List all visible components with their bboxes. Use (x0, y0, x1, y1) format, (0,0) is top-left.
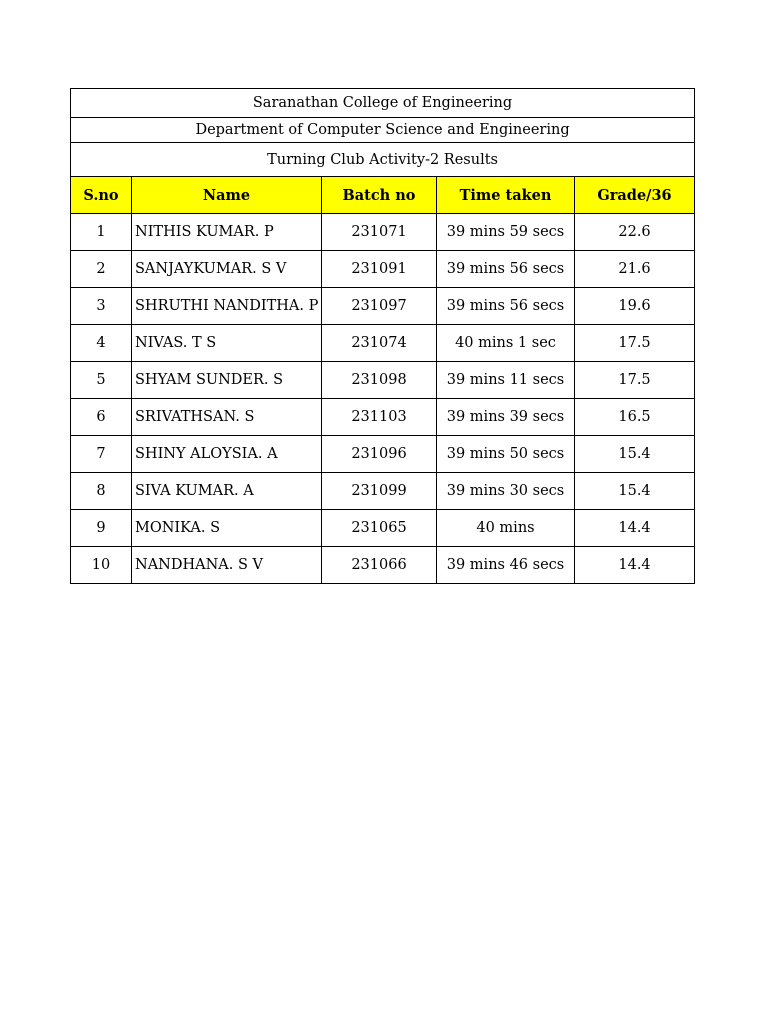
event-title: Turning Club Activity-2 Results (71, 143, 695, 177)
grade-cell: 17.5 (575, 362, 695, 399)
grade-cell: 15.4 (575, 473, 695, 510)
grade-cell: 19.6 (575, 288, 695, 325)
batch-cell: 231066 (322, 547, 437, 584)
grade-cell: 14.4 (575, 547, 695, 584)
batch-cell: 231074 (322, 325, 437, 362)
sno-cell: 9 (71, 510, 132, 547)
name-cell: NIVAS. T S (132, 325, 322, 362)
title-row-department (71, 118, 695, 143)
table-row (71, 288, 695, 325)
column-header-batch: Batch no (322, 177, 437, 214)
name-cell: SHRUTHI NANDITHA. P (132, 288, 322, 325)
name-cell: MONIKA. S (132, 510, 322, 547)
sno-cell: 1 (71, 214, 132, 251)
batch-cell: 231091 (322, 251, 437, 288)
table-row (71, 362, 695, 399)
table-row (71, 547, 695, 584)
batch-cell: 231099 (322, 473, 437, 510)
sno-cell: 6 (71, 399, 132, 436)
time-cell: 40 mins (437, 510, 575, 547)
column-header-row (71, 177, 695, 214)
sno-cell: 10 (71, 547, 132, 584)
results-rows (71, 214, 695, 584)
table-row (71, 510, 695, 547)
college-name: Saranathan College of Engineering (71, 89, 695, 118)
time-cell: 39 mins 11 secs (437, 362, 575, 399)
sno-cell: 4 (71, 325, 132, 362)
name-cell: SRIVATHSAN. S (132, 399, 322, 436)
sno-cell: 7 (71, 436, 132, 473)
name-cell: NITHIS KUMAR. P (132, 214, 322, 251)
time-cell: 40 mins 1 sec (437, 325, 575, 362)
time-cell: 39 mins 50 secs (437, 436, 575, 473)
time-cell: 39 mins 30 secs (437, 473, 575, 510)
name-cell: SANJAYKUMAR. S V (132, 251, 322, 288)
name-cell: NANDHANA. S V (132, 547, 322, 584)
name-cell: SIVA KUMAR. A (132, 473, 322, 510)
batch-cell: 231071 (322, 214, 437, 251)
name-cell: SHINY ALOYSIA. A (132, 436, 322, 473)
batch-cell: 231103 (322, 399, 437, 436)
batch-cell: 231097 (322, 288, 437, 325)
grade-cell: 21.6 (575, 251, 695, 288)
table-row (71, 214, 695, 251)
time-cell: 39 mins 59 secs (437, 214, 575, 251)
sno-cell: 8 (71, 473, 132, 510)
results-sheet (70, 88, 694, 584)
department-name: Department of Computer Science and Engineering (71, 118, 695, 143)
batch-cell: 231098 (322, 362, 437, 399)
time-cell: 39 mins 56 secs (437, 251, 575, 288)
table-row (71, 473, 695, 510)
table-row (71, 325, 695, 362)
batch-cell: 231096 (322, 436, 437, 473)
grade-cell: 16.5 (575, 399, 695, 436)
time-cell: 39 mins 56 secs (437, 288, 575, 325)
title-row-event (71, 143, 695, 177)
grade-cell: 15.4 (575, 436, 695, 473)
column-header-time: Time taken (437, 177, 575, 214)
time-cell: 39 mins 39 secs (437, 399, 575, 436)
grade-cell: 14.4 (575, 510, 695, 547)
column-header-sno: S.no (71, 177, 132, 214)
table-row (71, 399, 695, 436)
table-row (71, 436, 695, 473)
title-row-college (71, 89, 695, 118)
sno-cell: 3 (71, 288, 132, 325)
column-header-grade: Grade/36 (575, 177, 695, 214)
sno-cell: 5 (71, 362, 132, 399)
results-table (70, 88, 695, 584)
name-cell: SHYAM SUNDER. S (132, 362, 322, 399)
sno-cell: 2 (71, 251, 132, 288)
batch-cell: 231065 (322, 510, 437, 547)
time-cell: 39 mins 46 secs (437, 547, 575, 584)
grade-cell: 22.6 (575, 214, 695, 251)
column-header-name: Name (132, 177, 322, 214)
grade-cell: 17.5 (575, 325, 695, 362)
table-row (71, 251, 695, 288)
